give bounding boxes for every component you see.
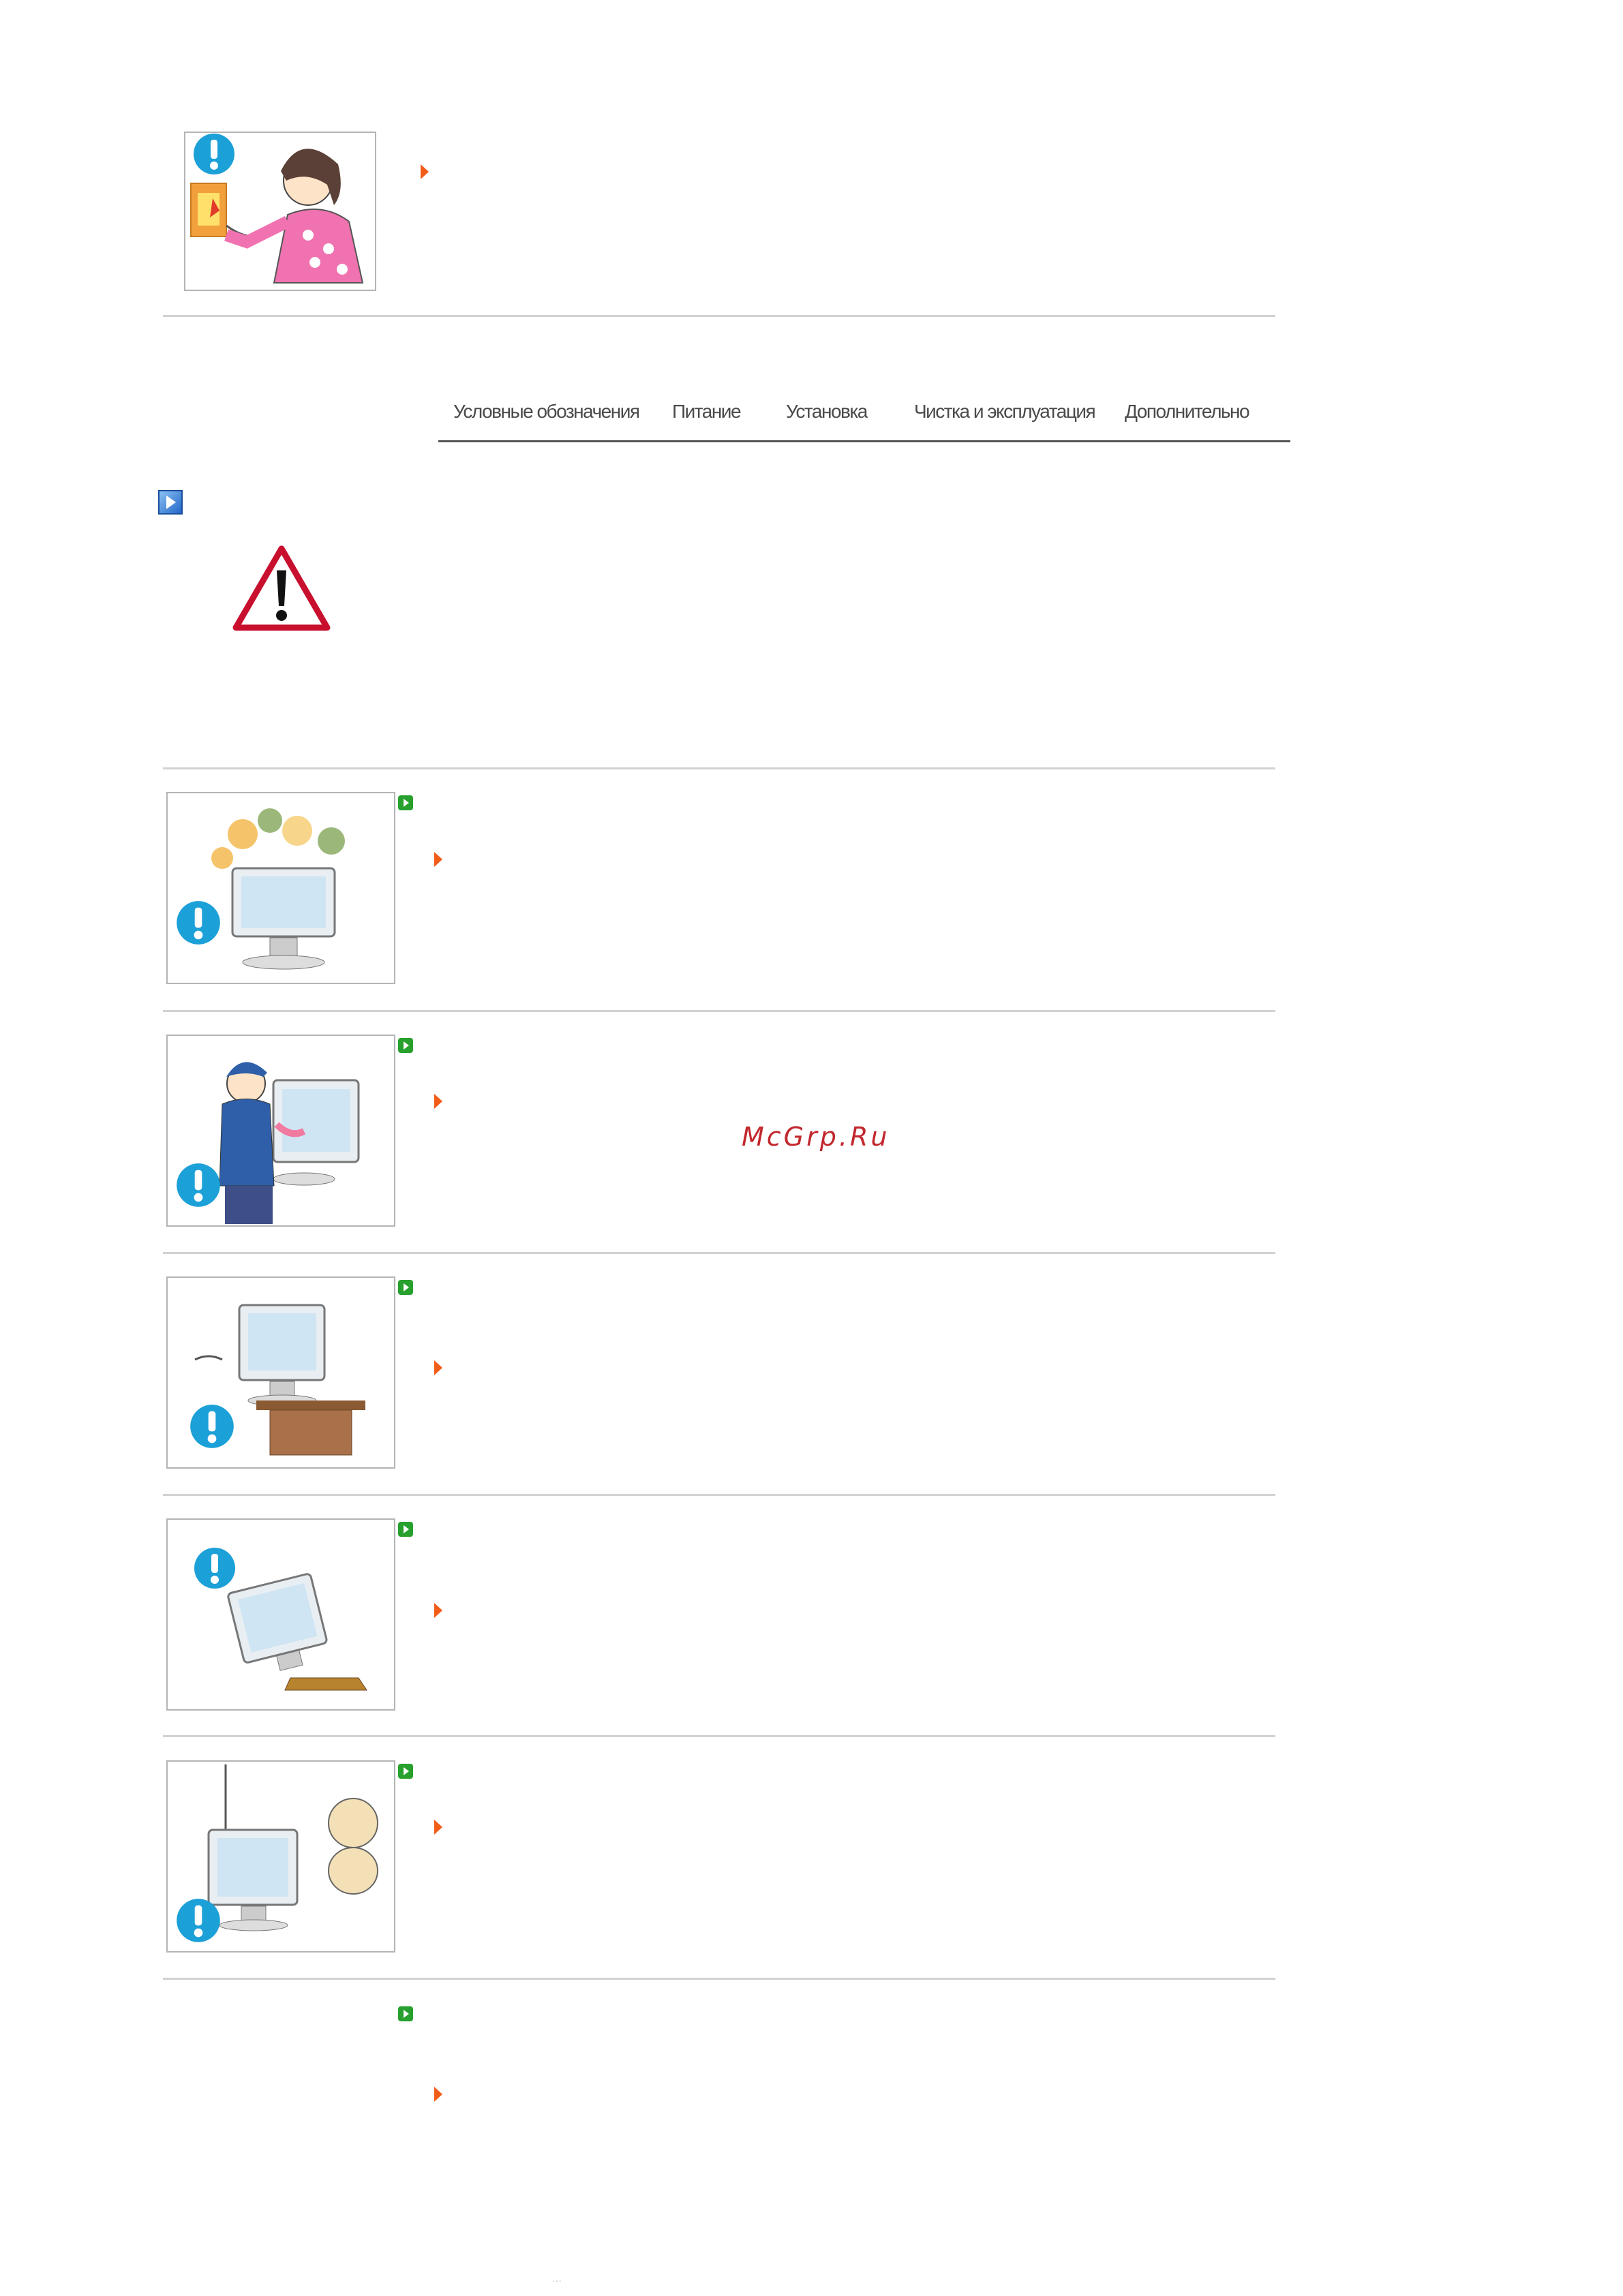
orange-arrow-icon xyxy=(434,1094,442,1109)
watermark: McGrp.Ru xyxy=(742,1122,890,1152)
exclamation-icon xyxy=(175,1161,222,1209)
orange-arrow-icon xyxy=(434,1820,442,1835)
exclamation-icon xyxy=(175,1897,222,1944)
green-play-icon xyxy=(398,1280,413,1295)
play-arrow-icon xyxy=(158,490,183,515)
tab-installation[interactable]: Установка xyxy=(786,401,867,422)
navigation-tabs xyxy=(438,401,1290,442)
warning-triangle-icon xyxy=(230,542,333,634)
divider xyxy=(163,1252,1275,1254)
illustration-smoke xyxy=(166,792,395,984)
green-play-icon xyxy=(398,1038,413,1053)
orange-arrow-icon xyxy=(434,1603,442,1618)
tab-power[interactable]: Питание xyxy=(672,401,741,422)
divider xyxy=(163,1010,1275,1012)
tabs-underline xyxy=(438,440,1290,442)
orange-arrow-icon xyxy=(434,2087,442,2102)
green-play-icon xyxy=(398,2006,413,2021)
green-play-icon xyxy=(398,1522,413,1537)
exclamation-icon xyxy=(192,132,237,177)
divider xyxy=(163,1735,1275,1737)
orange-arrow-icon xyxy=(434,852,442,867)
exclamation-icon xyxy=(192,1546,237,1591)
divider xyxy=(163,1494,1275,1496)
tab-additional[interactable]: Дополнительно xyxy=(1125,401,1249,422)
divider xyxy=(163,767,1275,769)
exclamation-icon xyxy=(175,899,222,947)
orange-arrow-icon xyxy=(434,1360,442,1375)
green-play-icon xyxy=(398,1764,413,1779)
tab-symbols[interactable]: Условные обозначения xyxy=(453,401,639,422)
orange-arrow-icon xyxy=(421,164,429,179)
tab-cleaning[interactable]: Чистка и эксплуатация xyxy=(914,401,1095,422)
divider xyxy=(163,1978,1275,1980)
exclamation-icon xyxy=(188,1403,236,1450)
divider xyxy=(163,315,1275,317)
footer-mark: ··· xyxy=(552,2275,562,2286)
green-play-icon xyxy=(398,795,413,810)
